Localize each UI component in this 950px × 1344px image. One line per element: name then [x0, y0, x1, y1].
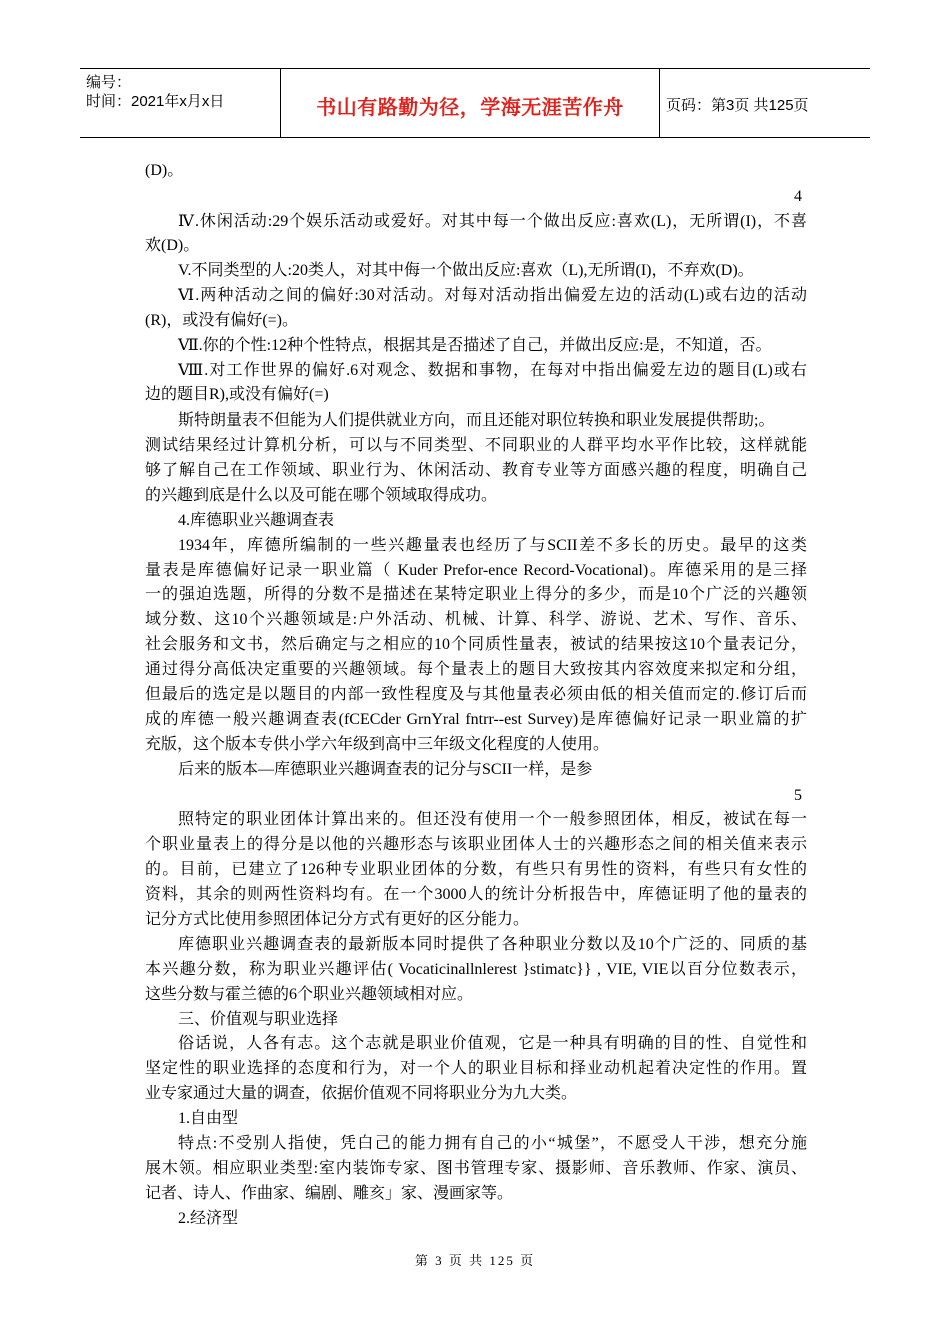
text-line: 量表是库德偏好记录一职业篇（ Kuder Prefor-ence Record-Vocational)。库德采用的是三择 — [145, 562, 807, 579]
text-line: 社会服务和文书，然后确定与之相应的10个同质性量表，被试的结果按这10个量表记分， — [145, 636, 807, 653]
text-line: Ⅷ.对工作世界的偏好.6对观念、数据和事物，在每对中指出偏爱左边的题目(L)或右 — [178, 362, 807, 379]
text-line: 俗话说，人各有志。这个志就是职业价值观，它是一种具有明确的目的性、自觉性和 — [178, 1035, 807, 1052]
text-line: 后来的版本—库德职业兴趣调查表的记分与SCII一样，是参 — [178, 761, 593, 778]
text-line: (R)，或没有偏好(=)。 — [145, 312, 299, 329]
text-line: 成的库德一般兴趣调查表(fCECder GrnYral fntrr--est Survey)是库德偏好记录一职业篇的扩 — [145, 711, 807, 728]
text-line: 测试结果经过计算机分析，可以与不同类型、不同职业的人群平均水平作比较，这样就能 — [145, 437, 807, 454]
section-heading: 2.经济型 — [178, 1210, 239, 1227]
text-line: 业专家通过大量的调查，依据价值观不同将职业分为九大类。 — [145, 1085, 578, 1102]
text-line: 特点:不受别人指使，凭白己的能力拥有自己的小“城堡”，不愿受人干涉，想充分施 — [178, 1135, 807, 1152]
section-heading: 4.库德职业兴趣调查表 — [178, 512, 335, 529]
text-line: 这些分数与霍兰德的6个职业兴趣领域相对应。 — [145, 986, 474, 1003]
text-line: 欢(D)。 — [145, 237, 200, 254]
text-line: 通过得分高低决定重要的兴趣领域。每个量表上的题目大致按其内容效度来拟定和分组， — [145, 661, 807, 678]
text-line: Ⅶ.你的个性:12种个性特点，根据其是否描述了自己，并做出反应:是，不知道，否。 — [178, 337, 772, 354]
text-line: 照特定的职业团体计算出来的。但还没有使用一个一般参照团体，相反，被试在每一 — [178, 811, 807, 828]
text-line: 的兴趣到底是什么以及可能在哪个领域取得成功。 — [145, 487, 498, 504]
text-line: 域分数、这10个兴趣领域是:户外活动、机械、计算、科学、游说、艺术、写作、音乐、 — [145, 611, 807, 628]
text-line: (D)。 — [145, 162, 184, 179]
text-line: 记者、诗人、作曲家、编剧、雕亥」家、漫画家等。 — [145, 1185, 514, 1202]
text-line: 本兴趣分数，称为职业兴趣评估( Vocaticinallnlerest }stimatc}} , VIE, VIE以百分位数表示， — [145, 961, 807, 978]
document-number-label: 编号： — [86, 74, 132, 91]
text-line: 够了解自己在工作领域、职业行为、休闲活动、教育专业等方面感兴趣的程度，明确自己 — [145, 462, 807, 479]
text-line: 库德职业兴趣调查表的最新版本同时提供了各种职业分数以及10个广泛的、同质的基 — [178, 936, 807, 953]
header-page-cell — [659, 69, 870, 137]
text-line: Ⅳ.休闲活动:29个娱乐活动或爱好。对其中每一个做出反应:喜欢(L)，无所谓(I)，不喜 — [178, 213, 807, 230]
text-line: 个职业量表上的得分是以他的兴趣形态与该职业团体人士的兴趣形态之间的相关值来表示 — [145, 836, 807, 853]
text-line: 1934年，库德所编制的一些兴趣量表也经历了与SCII差不多长的历史。最早的这类 — [178, 537, 807, 554]
text-line: 坚定性的职业选择的态度和行为，对一个人的职业目标和择业动机起着决定性的作用。置 — [145, 1060, 807, 1077]
text-line: V.不同类型的人:20类人，对其中侮一个做出反应:喜欢（L),无所谓(I)，不弃欢(D)。 — [178, 262, 754, 279]
header-motto: 书山有路勤为径，学海无涯苦作舟 — [316, 95, 624, 119]
text-line: 资料，其余的则两性资料均有。在一个3000人的统计分析报告中，库德证明了他的量表的 — [145, 886, 807, 903]
header-meta — [80, 69, 280, 137]
page-marker: 5 — [794, 787, 802, 804]
page-marker: 4 — [794, 188, 802, 205]
page-header — [80, 68, 870, 138]
section-heading: 1.自由型 — [178, 1110, 239, 1127]
text-line: 一的强迫选题，所得的分数不是描述在某特定职业上得分的多少，而是10个广泛的兴趣领 — [145, 586, 807, 603]
text-line: 展木领。相应职业类型:室内装饰专家、图书管理专家、摄影师、音乐教师、作家、演员、 — [145, 1160, 807, 1177]
page-footer: 第 3 页 共 125 页 — [414, 1253, 536, 1268]
text-line: Ⅵ.两种活动之间的偏好:30对活动。对每对活动指出偏爱左边的活动(L)或右边的活动 — [178, 287, 807, 304]
text-line: 的。目前，已建立了126种专业职业团体的分数，有些只有男性的资料，有些只有女性的 — [145, 861, 807, 878]
text-line: 但最后的选定是以题目的内部一致性程度及与其他量表必须由低的相关值而定的.修订后而 — [145, 686, 807, 703]
text-line: 斯特朗量表不但能为人们提供就业方向，而且还能对职位转换和职业发展提供帮助;。 — [178, 412, 775, 429]
text-line: 记分方式比使用参照团体记分方式有更好的区分能力。 — [145, 911, 530, 928]
header-motto-cell — [280, 69, 660, 137]
header-page-info: 页码：第3页 共125页 — [666, 97, 809, 114]
document-date: 时间：2021年x月x日 — [86, 93, 225, 110]
text-line: 边的题目R),或没有偏好(=) — [145, 386, 329, 403]
text-line: 充版，这个版本专供小学六年级到高中三年级文化程度的人使用。 — [145, 736, 610, 753]
section-heading: 三、价值观与职业选择 — [178, 1011, 339, 1028]
